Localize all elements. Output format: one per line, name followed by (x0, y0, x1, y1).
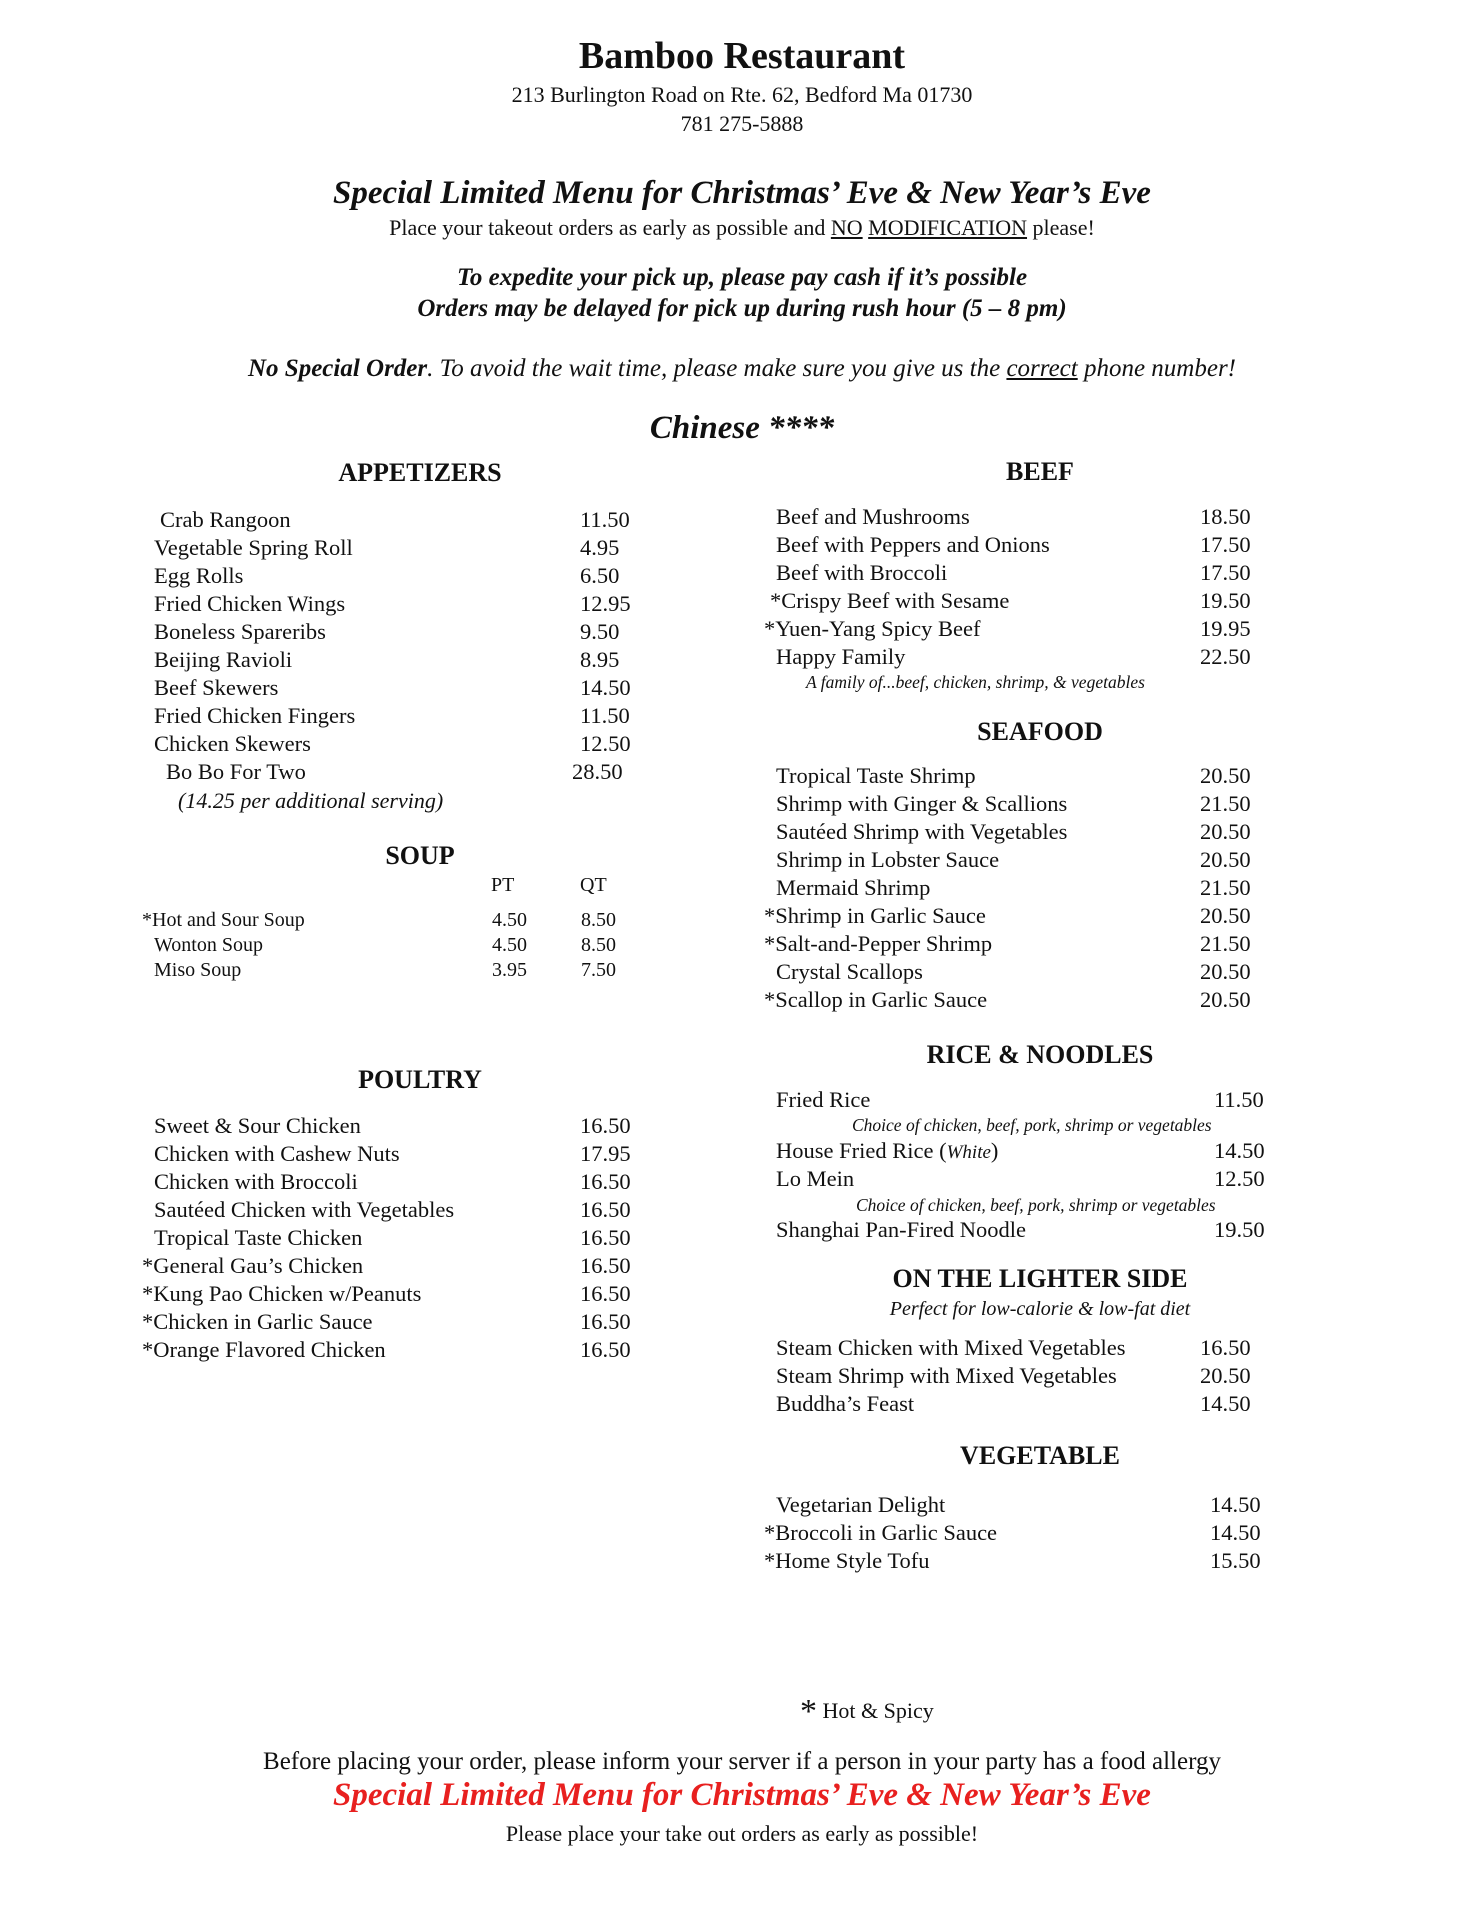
item-price: 11.50 (580, 507, 630, 532)
menu-item (764, 902, 1274, 930)
menu-item (776, 559, 1286, 587)
item-price: 15.50 (1210, 1548, 1261, 1573)
item-name: Beijing Ravioli (154, 647, 293, 672)
item-name: Fried Chicken Wings (154, 591, 346, 616)
menu-item (764, 1547, 1274, 1575)
item-name: *Scallop in Garlic Sauce (764, 987, 988, 1012)
item-name: Chicken Skewers (154, 731, 311, 756)
item-name: *Kung Pao Chicken w/Peanuts (142, 1281, 422, 1306)
menu-item (166, 758, 666, 786)
footer-special-title: Special Limited Menu for Christmas’ Eve & New Year’s Eve (333, 1777, 1151, 1813)
item-name: Beef with Peppers and Onions (776, 532, 1050, 557)
item-price: 17.50 (1200, 532, 1251, 557)
item-name: *Broccoli in Garlic Sauce (764, 1520, 998, 1545)
spicy-star-icon: * (800, 1693, 817, 1730)
menu-item (776, 958, 1286, 986)
hot-spicy-legend: * Hot & Spicy (800, 1693, 934, 1730)
footer-takeout-note: Please place your take out orders as early as possible! (505, 1821, 979, 1846)
item-price: 14.50 (1200, 1391, 1251, 1416)
item-name: Fried Rice (776, 1087, 871, 1112)
restaurant-name: Bamboo Restaurant (578, 35, 906, 77)
item-name: Steam Shrimp with Mixed Vegetables (776, 1363, 1117, 1388)
item-price: 20.50 (1200, 1363, 1251, 1388)
menu-item (154, 562, 654, 590)
item-name: Chicken with Broccoli (154, 1169, 358, 1194)
item-name: Crystal Scallops (776, 959, 923, 984)
item-price: 20.50 (1200, 763, 1251, 788)
item-name: Sautéed Shrimp with Vegetables (776, 819, 1068, 844)
menu-item (142, 1252, 662, 1280)
menu-item (154, 958, 674, 983)
item-name: *Chicken in Garlic Sauce (142, 1309, 373, 1334)
item-name: Sweet & Sour Chicken (154, 1113, 361, 1138)
item-name: Chicken with Cashew Nuts (154, 1141, 400, 1166)
item-price: 16.50 (580, 1337, 631, 1362)
menu-item (776, 1086, 1276, 1114)
item-price: 20.50 (1200, 819, 1251, 844)
takeout-note: Place your takeout orders as early as possible and NO MODIFICATION please! (389, 215, 1095, 240)
item-name: Sautéed Chicken with Vegetables (154, 1197, 455, 1222)
phone-number: 781 275-5888 (680, 111, 804, 136)
beef-heading: BEEF (1006, 457, 1074, 486)
item-price-pt: 4.50 (492, 909, 527, 931)
item-price: 6.50 (580, 563, 620, 588)
item-name: Shanghai Pan-Fired Noodle (776, 1217, 1026, 1242)
item-name: Crab Rangoon (160, 507, 291, 532)
item-name: *General Gau’s Chicken (142, 1253, 364, 1278)
item-name: *Hot and Sour Soup (142, 909, 305, 931)
item-price: 16.50 (1200, 1335, 1251, 1360)
item-name: Miso Soup (154, 959, 242, 981)
menu-item (154, 933, 674, 958)
menu-item (776, 1362, 1276, 1390)
note-no: NO (830, 215, 863, 240)
item-price: 11.50 (580, 703, 630, 728)
item-name: Shrimp with Ginger & Scallions (776, 791, 1068, 816)
item-price: 9.50 (580, 619, 620, 644)
item-name: Beef Skewers (154, 675, 279, 700)
item-name: *Orange Flavored Chicken (142, 1337, 386, 1362)
menu-item (776, 1137, 1276, 1165)
menu-item (154, 1168, 674, 1196)
fried-rice-choice-note: Choice of chicken, beef, pork, shrimp or vegetables (852, 1115, 1212, 1135)
item-price: 21.50 (1200, 875, 1251, 900)
item-price: 20.50 (1200, 903, 1251, 928)
cuisine-heading: Chinese **** (649, 410, 835, 446)
item-price-qt: 8.50 (581, 909, 616, 931)
soup-col-qt: QT (580, 874, 607, 896)
menu-item (154, 730, 654, 758)
menu-item (776, 503, 1286, 531)
item-price: 20.50 (1200, 847, 1251, 872)
item-name: *Crispy Beef with Sesame (770, 588, 1010, 613)
lo-mein-choice-note: Choice of chicken, beef, pork, shrimp or vegetables (856, 1195, 1216, 1215)
item-price: 12.95 (580, 591, 631, 616)
lighter-side-heading: ON THE LIGHTER SIDE (892, 1264, 1188, 1293)
menu-item (776, 1216, 1276, 1244)
soup-heading: SOUP (385, 841, 455, 870)
item-name: Boneless Spareribs (154, 619, 326, 644)
item-name: Lo Mein (776, 1166, 855, 1191)
item-price: 14.50 (1214, 1138, 1265, 1163)
menu-item (142, 1336, 662, 1364)
note-modification: MODIFICATION (868, 215, 1028, 240)
item-price: 20.50 (1200, 987, 1251, 1012)
expedite-note-2: Orders may be delayed for pick up during rush hour (5 – 8 pm) (417, 295, 1067, 322)
item-price: 18.50 (1200, 504, 1251, 529)
menu-item (776, 1491, 1286, 1519)
item-price-qt: 8.50 (581, 934, 616, 956)
menu-item (764, 615, 1274, 643)
item-name: House Fried Rice (White) (776, 1138, 999, 1163)
item-price: 19.50 (1214, 1217, 1265, 1242)
item-price: 16.50 (580, 1281, 631, 1306)
item-price: 8.95 (580, 647, 620, 672)
item-price: 22.50 (1200, 644, 1251, 669)
menu-item (776, 874, 1286, 902)
item-price: 28.50 (572, 759, 623, 784)
item-name: Buddha’s Feast (776, 1391, 915, 1416)
item-price: 16.50 (580, 1113, 631, 1138)
vegetable-heading: VEGETABLE (960, 1441, 1120, 1470)
menu-item (154, 1224, 674, 1252)
poultry-heading: POULTRY (358, 1065, 482, 1094)
item-price: 21.50 (1200, 791, 1251, 816)
menu-item (154, 674, 654, 702)
item-price: 16.50 (580, 1309, 631, 1334)
menu-item (154, 534, 654, 562)
menu-item (770, 587, 1280, 615)
item-name: *Shrimp in Garlic Sauce (764, 903, 986, 928)
menu-item (764, 1519, 1274, 1547)
item-name: Mermaid Shrimp (776, 875, 931, 900)
menu-item (154, 1140, 674, 1168)
rice-noodles-heading: RICE & NOODLES (926, 1040, 1154, 1069)
item-price: 21.50 (1200, 931, 1251, 956)
menu-item (154, 618, 654, 646)
item-price: 16.50 (580, 1225, 631, 1250)
item-price: 19.50 (1200, 588, 1251, 613)
item-price: 14.50 (580, 675, 631, 700)
allergy-note: Before placing your order, please inform your server if a person in your party has a food allergy (263, 1748, 1221, 1775)
special-order-note: No Special Order. To avoid the wait time, please make sure you give us the correct phone number! (247, 355, 1237, 382)
item-name: Beef and Mushrooms (776, 504, 970, 529)
item-name: Happy Family (776, 644, 906, 669)
item-name: Beef with Broccoli (776, 560, 948, 585)
item-name: Fried Chicken Fingers (154, 703, 356, 728)
menu-item (776, 790, 1286, 818)
menu-item (154, 1196, 674, 1224)
item-name: Egg Rolls (154, 563, 244, 588)
menu-item (154, 590, 654, 618)
menu-item (764, 930, 1274, 958)
menu-item (154, 1112, 674, 1140)
happy-family-note: A family of...beef, chicken, shrimp, & vegetables (806, 672, 1145, 692)
item-name: Vegetarian Delight (776, 1492, 946, 1517)
seafood-heading: SEAFOOD (977, 717, 1103, 746)
menu-item (776, 1390, 1276, 1418)
menu-item (142, 1308, 662, 1336)
item-name: Wonton Soup (154, 934, 263, 956)
address: 213 Burlington Road on Rte. 62, Bedford Ma 01730 (511, 82, 973, 107)
menu-item (776, 846, 1286, 874)
item-price: 12.50 (580, 731, 631, 756)
menu-item (142, 908, 662, 933)
expedite-note-1: To expedite your pick up, please pay cash if it’s possible (456, 264, 1028, 291)
item-name: Steam Chicken with Mixed Vegetables (776, 1335, 1126, 1360)
item-price: 17.95 (580, 1141, 631, 1166)
item-name: *Home Style Tofu (764, 1548, 930, 1573)
item-price: 14.50 (1210, 1520, 1261, 1545)
item-price: 14.50 (1210, 1492, 1261, 1517)
menu-item (776, 643, 1286, 671)
item-price: 4.95 (580, 535, 620, 560)
menu-item (154, 646, 654, 674)
item-price: 11.50 (1214, 1087, 1264, 1112)
menu-item (776, 762, 1286, 790)
item-name: Bo Bo For Two (166, 759, 306, 784)
menu-item (764, 986, 1274, 1014)
item-price: 19.95 (1200, 616, 1251, 641)
menu-item (154, 702, 654, 730)
item-name: Tropical Taste Chicken (154, 1225, 363, 1250)
lighter-side-subheading: Perfect for low-calorie & low-fat diet (889, 1298, 1191, 1320)
item-price: 16.50 (580, 1197, 631, 1222)
item-price: 20.50 (1200, 959, 1251, 984)
soup-col-pt: PT (491, 874, 515, 896)
item-price: 12.50 (1214, 1166, 1265, 1191)
item-price: 16.50 (580, 1253, 631, 1278)
item-name: *Yuen-Yang Spicy Beef (764, 616, 981, 641)
item-name: Shrimp in Lobster Sauce (776, 847, 1000, 872)
special-menu-title: Special Limited Menu for Christmas’ Eve & New Year’s Eve (333, 175, 1151, 211)
item-price-qt: 7.50 (581, 959, 616, 981)
menu-item (776, 1165, 1276, 1193)
item-name: Vegetable Spring Roll (154, 535, 353, 560)
item-name: Tropical Taste Shrimp (776, 763, 976, 788)
item-name: *Salt-and-Pepper Shrimp (764, 931, 993, 956)
menu-item (776, 531, 1286, 559)
menu-item (776, 818, 1286, 846)
item-price-pt: 3.95 (492, 959, 527, 981)
appetizers-heading: APPETIZERS (338, 458, 502, 487)
item-price-pt: 4.50 (492, 934, 527, 956)
item-price: 16.50 (580, 1169, 631, 1194)
menu-item (142, 1280, 662, 1308)
item-price: 17.50 (1200, 560, 1251, 585)
menu-item (160, 506, 660, 534)
additional-serving-note: (14.25 per additional serving) (178, 788, 444, 813)
menu-item (776, 1334, 1276, 1362)
